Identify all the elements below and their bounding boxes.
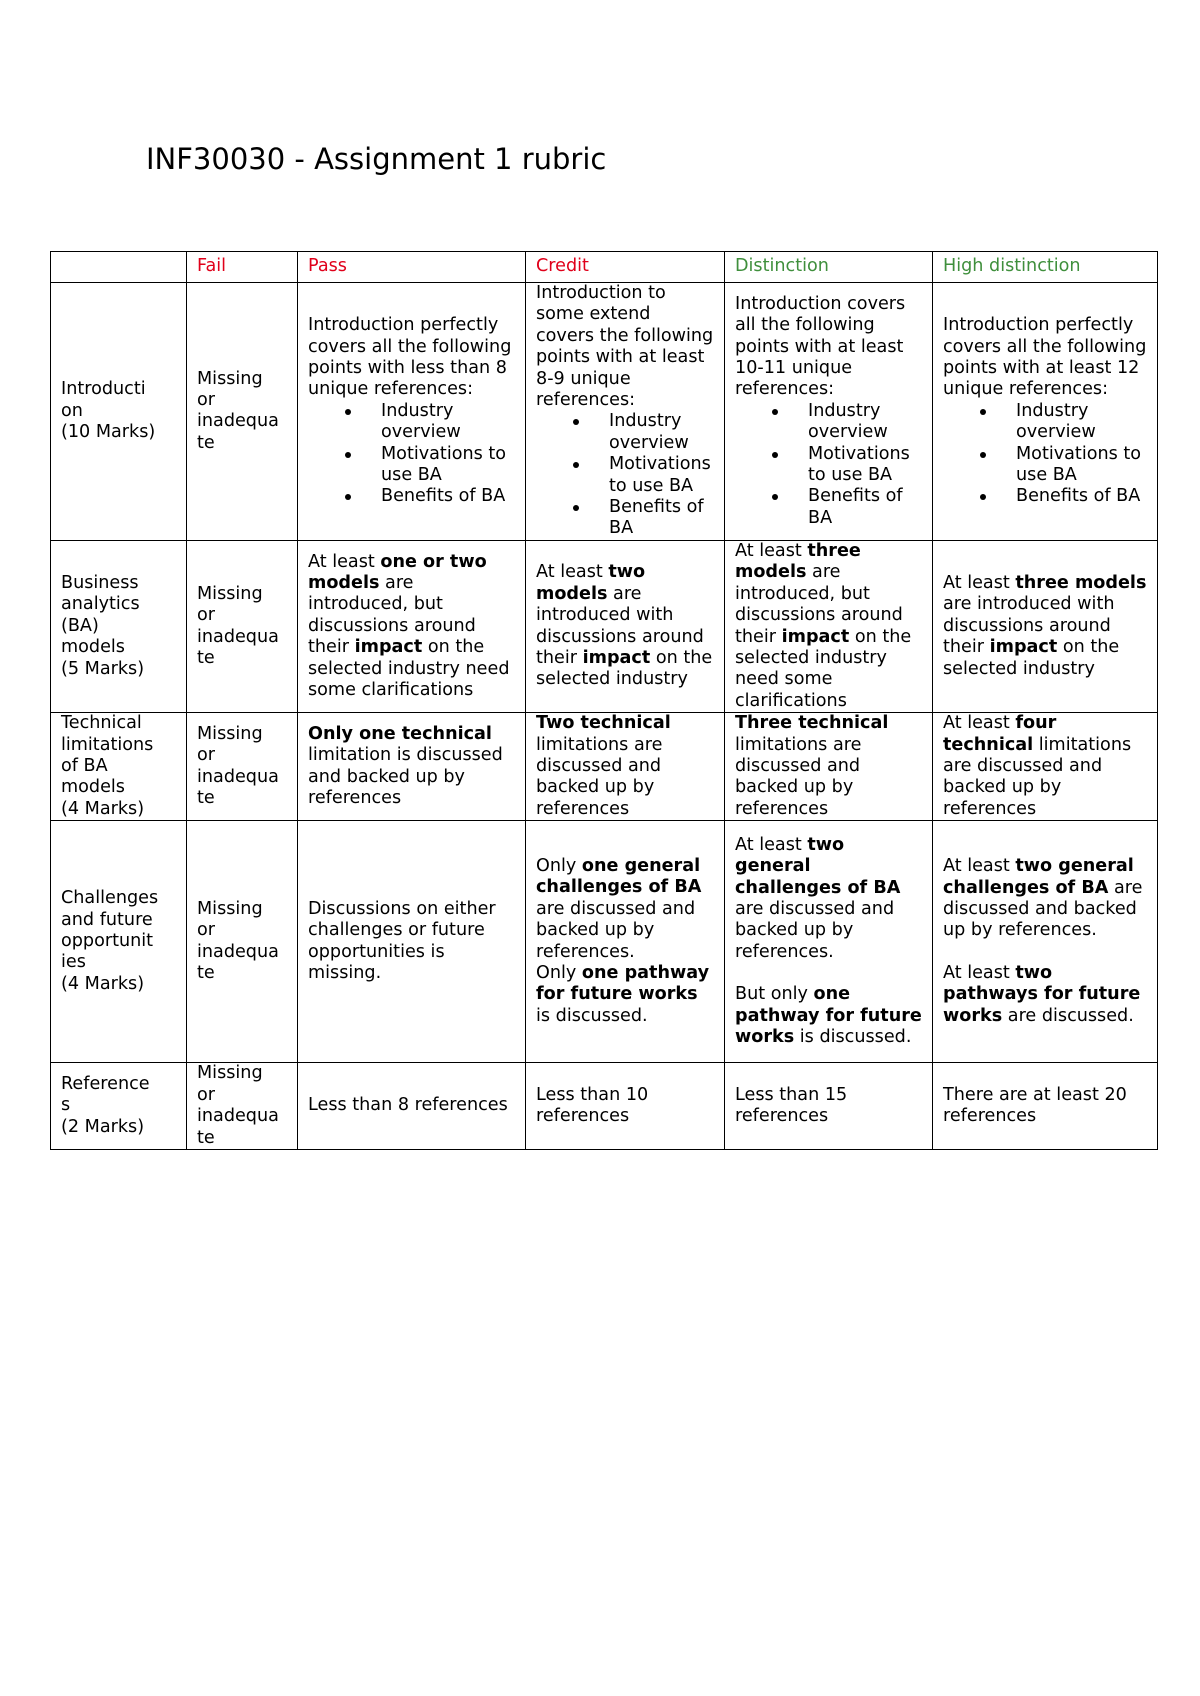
fail-line: Missing	[197, 723, 263, 744]
hd-challenges	[943, 856, 1147, 942]
credit-cell: Less than 10 references	[526, 1063, 725, 1150]
text: limitations are discussed and backed up by references	[943, 734, 1132, 819]
header-fail: Fail	[187, 252, 298, 283]
fail-line: Missing	[197, 583, 263, 604]
hd-cell	[933, 283, 1158, 541]
text: limitation is discussed and backed up by references	[308, 745, 503, 809]
fail-line: or	[197, 390, 215, 411]
text: At least	[943, 962, 1016, 983]
criterion-line: ies	[61, 952, 86, 973]
text: At least	[943, 856, 1016, 877]
bold-text: two general challenges of BA	[735, 834, 901, 898]
text: At least	[943, 713, 1016, 734]
fail-line: Missing	[197, 1063, 263, 1084]
point-item: Motivations to use BA	[1016, 444, 1147, 487]
text: is discussed.	[794, 1027, 912, 1048]
text: are discussed and backed up by references.	[536, 898, 696, 962]
bold-text: Two technical	[536, 713, 671, 734]
bold-text: two pathways for future works	[943, 962, 1141, 1026]
criterion-line: of BA	[61, 755, 108, 776]
fail-line: Missing	[197, 368, 263, 389]
text: But only	[735, 984, 814, 1005]
hd-text: Introduction perfectly covers all the following points with at least 12 unique references:	[943, 315, 1147, 400]
rubric-table	[50, 251, 1158, 1150]
fail-line: te	[197, 432, 215, 453]
text: are introduced, but discussions around their	[308, 572, 476, 658]
row-challenges	[51, 821, 1158, 1063]
criterion-challenges	[51, 821, 187, 1063]
bold-text: three models	[735, 540, 861, 583]
pass-cell	[298, 283, 526, 541]
text: are discussed.	[1002, 1005, 1134, 1026]
point-item: Industry overview	[381, 401, 515, 444]
criterion-line: (BA)	[61, 615, 99, 636]
hd-pathways	[943, 963, 1147, 1027]
fail-cell	[187, 540, 298, 712]
header-credit: Credit	[526, 252, 725, 283]
criterion-marks: (4 Marks)	[61, 798, 145, 819]
credit-cell	[526, 713, 725, 821]
fail-line: inadequa	[197, 1106, 279, 1127]
bold-text: three models	[1015, 572, 1147, 593]
spacer	[735, 963, 922, 984]
point-item: Industry overview	[609, 411, 714, 454]
text: At least	[943, 572, 1016, 593]
criterion-line: Technical	[61, 713, 142, 734]
point-item: Industry overview	[808, 401, 922, 444]
criterion-line: Challenges	[61, 888, 159, 909]
credit-text: Introduction to some extend covers the following points with at least 8-9 unique references:	[536, 283, 714, 411]
fail-line: te	[197, 963, 215, 984]
criterion-technical-limitations	[51, 713, 187, 821]
text: are discussed and backed up by references.	[943, 877, 1143, 941]
fail-line: or	[197, 745, 215, 766]
pass-cell: Discussions on either challenges or future opportunities is missing.	[298, 821, 526, 1063]
credit-pathways	[536, 963, 714, 1027]
distinction-cell	[725, 713, 933, 821]
point-item: Motivations to use BA	[808, 444, 922, 487]
distinction-cell: Less than 15 references	[725, 1063, 933, 1150]
fail-line: inadequa	[197, 411, 279, 432]
pass-text: Introduction perfectly covers all the following points with less than 8 unique references:	[308, 315, 512, 400]
fail-line: te	[197, 647, 215, 668]
text: limitations are discussed and backed up by references	[536, 734, 663, 819]
distinction-cell	[725, 821, 933, 1063]
fail-line: or	[197, 920, 215, 941]
bold-text: one pathway for future works	[536, 963, 710, 1005]
fail-cell	[187, 713, 298, 821]
text: on the selected industry	[943, 637, 1120, 679]
text: At least	[735, 540, 808, 561]
header-distinction: Distinction	[725, 252, 933, 283]
point-item: Motivations to use BA	[381, 444, 515, 487]
bold-text: Only one technical	[308, 723, 492, 744]
points-list	[536, 411, 714, 539]
criterion-line: Business	[61, 572, 139, 593]
criterion-marks: (4 Marks)	[61, 973, 145, 994]
bold-text: impact	[582, 647, 651, 668]
criterion-marks: (10 Marks)	[61, 422, 156, 443]
credit-cell	[526, 821, 725, 1063]
pass-cell	[298, 713, 526, 821]
row-introduction	[51, 283, 1158, 541]
bold-text: one or two models	[308, 551, 487, 593]
text: Only	[536, 856, 582, 877]
points-list	[735, 401, 922, 529]
criterion-line: limitations	[61, 734, 154, 755]
header-pass: Pass	[298, 252, 526, 283]
header-row	[51, 252, 1158, 283]
criterion-marks: (2 Marks)	[61, 1116, 145, 1137]
text: limitations are discussed and backed up by references	[735, 734, 862, 819]
text: is discussed.	[536, 1005, 648, 1026]
criterion-line: Introducti	[61, 379, 146, 400]
criterion-line: Reference	[61, 1074, 150, 1095]
text: on the selected industry need some clarifications	[735, 626, 912, 711]
text: are discussed and backed up by references.	[735, 899, 895, 962]
pass-cell: Less than 8 references	[298, 1063, 526, 1150]
text: on the selected industry	[536, 647, 713, 690]
header-blank	[51, 252, 187, 283]
fail-line: Missing	[197, 898, 263, 919]
bold-text: four technical	[943, 713, 1057, 755]
bold-text: one general challenges of BA	[536, 856, 702, 898]
criterion-line: models	[61, 637, 125, 658]
credit-challenges	[536, 856, 714, 963]
row-technical-limitations	[51, 713, 1158, 821]
point-item: Benefits of BA	[609, 497, 714, 540]
fail-cell	[187, 821, 298, 1063]
text: are introduced with discussions around their	[943, 594, 1115, 658]
fail-line: inadequa	[197, 941, 279, 962]
bold-text: two general challenges of BA	[943, 856, 1134, 898]
distinction-cell	[725, 540, 933, 712]
fail-line: inadequa	[197, 626, 279, 647]
text: At least	[308, 551, 381, 572]
distinction-pathways	[735, 984, 922, 1048]
bold-text: impact	[989, 637, 1058, 658]
fail-line: or	[197, 1084, 215, 1105]
points-list	[308, 401, 515, 508]
pass-cell	[298, 540, 526, 712]
points-list	[943, 401, 1147, 508]
fail-line: te	[197, 1127, 215, 1148]
text: Only	[536, 963, 582, 984]
text: on the selected industry need some clarifications	[308, 637, 510, 701]
text: are introduced with discussions around their	[536, 583, 704, 668]
criterion-introduction	[51, 283, 187, 541]
fail-cell	[187, 1063, 298, 1150]
text: are introduced, but discussions around their	[735, 562, 903, 647]
text: At least	[536, 562, 609, 583]
distinction-cell	[725, 283, 933, 541]
criterion-ba-models	[51, 540, 187, 712]
criterion-line: opportunit	[61, 930, 154, 951]
point-item: Motivations to use BA	[609, 454, 714, 497]
bold-text: two models	[536, 562, 646, 604]
fail-cell	[187, 283, 298, 541]
hd-cell	[933, 821, 1158, 1063]
row-references	[51, 1063, 1158, 1150]
credit-cell	[526, 283, 725, 541]
point-item: Industry overview	[1016, 401, 1147, 444]
criterion-line: and future	[61, 909, 153, 930]
fail-line: inadequa	[197, 766, 279, 787]
fail-line: or	[197, 605, 215, 626]
hd-cell	[933, 540, 1158, 712]
hd-cell	[933, 713, 1158, 821]
point-item: Benefits of BA	[381, 486, 515, 507]
bold-text: one pathway for future works	[735, 984, 922, 1048]
criterion-line: s	[61, 1095, 71, 1116]
text: At least	[735, 834, 808, 855]
criterion-marks: (5 Marks)	[61, 658, 145, 679]
distinction-text: Introduction covers all the following points with at least 10-11 unique references:	[735, 293, 906, 400]
spacer	[943, 942, 1147, 963]
credit-cell	[526, 540, 725, 712]
header-high-distinction: High distinction	[933, 252, 1158, 283]
criterion-line: on	[61, 400, 83, 421]
document-title: INF30030 - Assignment 1 rubric	[146, 142, 607, 176]
criterion-references	[51, 1063, 187, 1150]
criterion-line: models	[61, 777, 125, 798]
point-item: Benefits of BA	[1016, 486, 1147, 507]
criterion-line: analytics	[61, 594, 140, 615]
point-item: Benefits of BA	[808, 486, 922, 529]
row-ba-models	[51, 540, 1158, 712]
hd-cell: There are at least 20 references	[933, 1063, 1158, 1150]
bold-text: impact	[354, 637, 423, 658]
distinction-challenges	[735, 835, 922, 963]
bold-text: Three technical	[735, 713, 889, 734]
fail-line: te	[197, 788, 215, 809]
bold-text: impact	[781, 626, 850, 647]
